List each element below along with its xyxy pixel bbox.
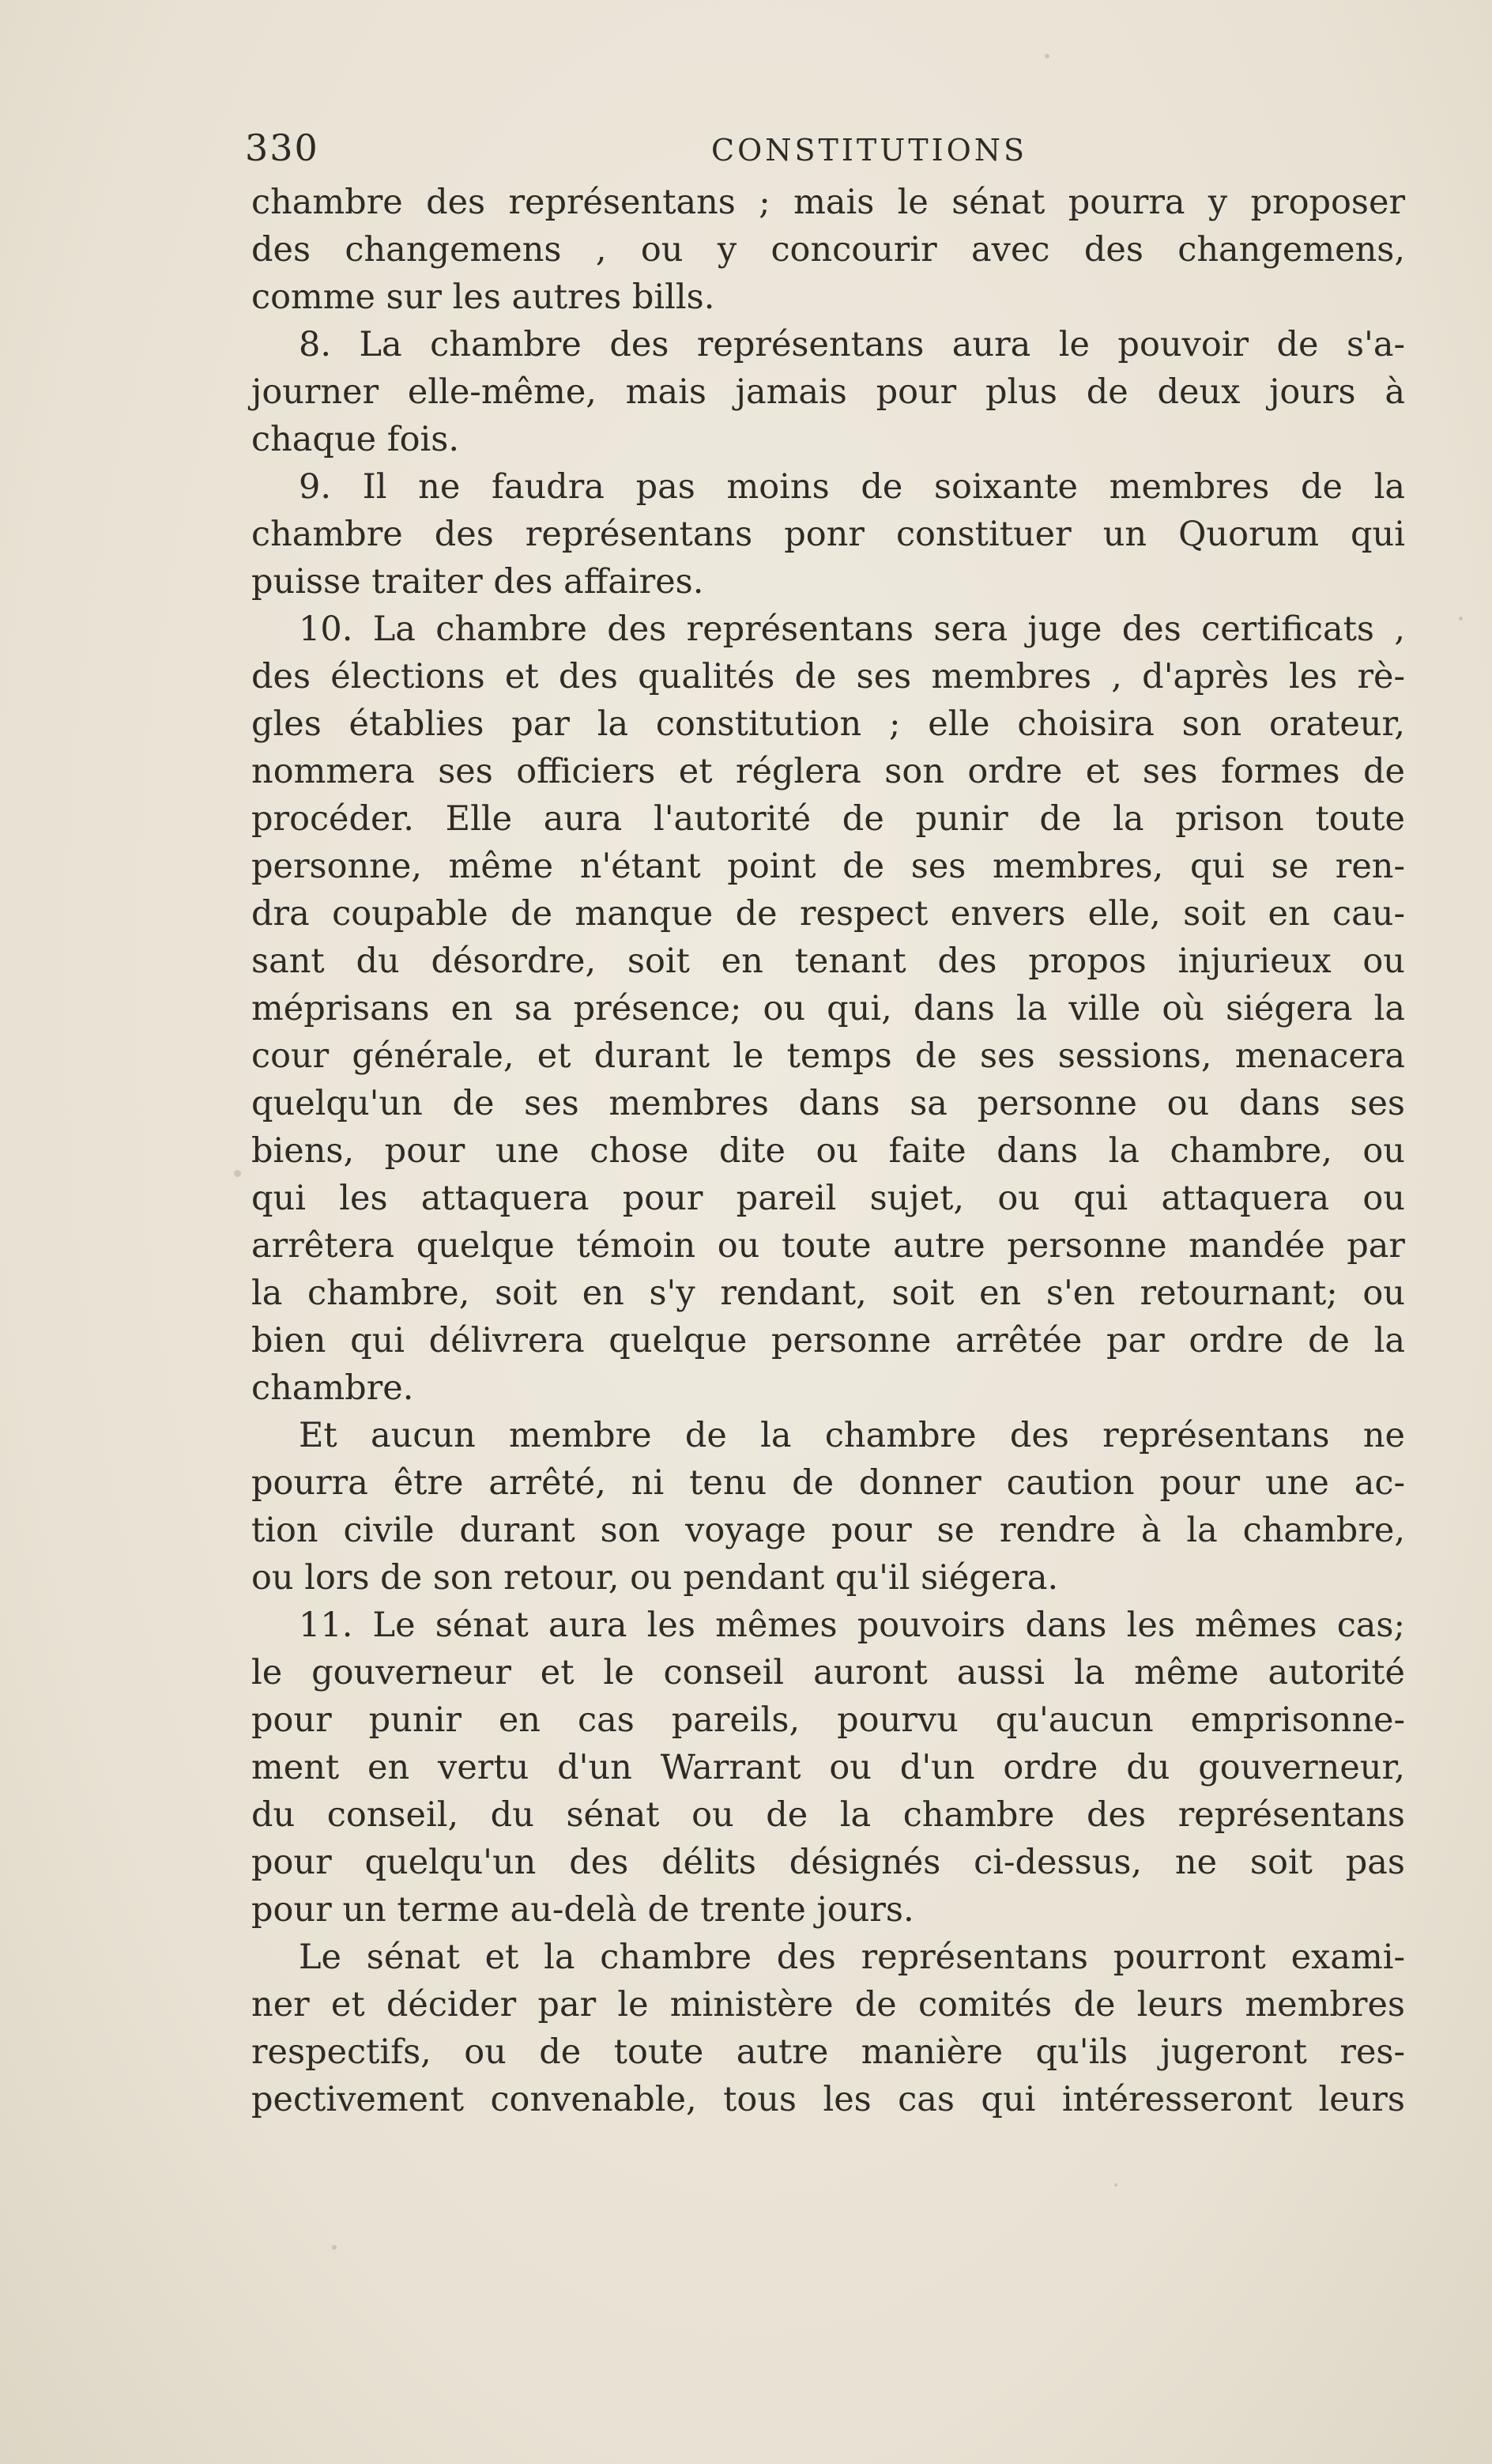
text-line: procéder. Elle aura l'autorité de punir de la prison toute	[251, 799, 1405, 839]
text-line: journer elle-même, mais jamais pour plus de deux jours à	[251, 372, 1405, 412]
text-line: gles établies par la constitution ; elle choisira son orateur,	[251, 704, 1405, 744]
text-line: pour un terme au-delà de trente jours.	[251, 1890, 914, 1930]
text-line: arrêtera quelque témoin ou toute autre personne mandée par	[251, 1226, 1405, 1266]
text-line: pour punir en cas pareils, pourvu qu'aucun emprisonne-	[251, 1700, 1405, 1740]
text-line: sant du désordre, soit en tenant des propos injurieux ou	[251, 941, 1405, 981]
page-header	[245, 119, 1415, 174]
text-line: chambre des représentans ; mais le sénat pourra y proposer	[251, 183, 1405, 222]
text-line: nommera ses officiers et réglera son ordre et ses formes de	[251, 752, 1405, 791]
ink-speck	[332, 2245, 337, 2250]
text-line: méprisans en sa présence; ou qui, dans la ville où siégera la	[251, 989, 1405, 1028]
text-line: du conseil, du sénat ou de la chambre des représentans	[251, 1795, 1405, 1835]
text-line: la chambre, soit en s'y rendant, soit en s'en retournant; ou	[251, 1274, 1405, 1313]
article-11-line: 11. Le sénat aura les mêmes pouvoirs dans les mêmes cas;	[299, 1606, 1405, 1645]
article-10-line: 10. La chambre des représentans sera juge des certificats ,	[299, 609, 1405, 649]
article-8-line: 8. La chambre des représentans aura le pouvoir de s'a-	[299, 325, 1405, 364]
text-line: ner et décider par le ministère de comités de leurs membres	[251, 1985, 1405, 2024]
text-line: qui les attaquera pour pareil sujet, ou qui attaquera ou	[251, 1179, 1405, 1218]
ink-speck	[1114, 2183, 1117, 2187]
text-line: personne, même n'étant point de ses membres, qui se ren-	[251, 847, 1405, 886]
text-line: bien qui délivrera quelque personne arrêtée par ordre de la	[251, 1321, 1405, 1360]
text-line: des élections et des qualités de ses membres , d'après les rè-	[251, 657, 1405, 696]
text-line: ou lors de son retour, ou pendant qu'il siégera.	[251, 1558, 1059, 1598]
text-line: pectivement convenable, tous les cas qui intéresseront leurs	[251, 2080, 1405, 2119]
ink-speck	[1045, 54, 1049, 58]
text-line: tion civile durant son voyage pour se rendre à la chambre,	[251, 1511, 1405, 1550]
text-line: chambre.	[251, 1368, 414, 1408]
text-line: biens, pour une chose dite ou faite dans la chambre, ou	[251, 1131, 1405, 1171]
text-line: pour quelqu'un des délits désignés ci-dessus, ne soit pas	[251, 1843, 1405, 1882]
text-line: respectifs, ou de toute autre manière qu'ils jugeront res-	[251, 2032, 1405, 2072]
text-line: chaque fois.	[251, 420, 460, 459]
paragraph-start-line: Et aucun membre de la chambre des représentans ne	[299, 1416, 1405, 1455]
text-line: ment en vertu d'un Warrant ou d'un ordre du gouverneur,	[251, 1748, 1405, 1787]
paragraph-start-line: Le sénat et la chambre des représentans pourront exami-	[299, 1938, 1405, 1977]
page-number: 330	[245, 126, 319, 169]
body-text	[251, 179, 1405, 2123]
text-line: le gouverneur et le conseil auront aussi la même autorité	[251, 1653, 1405, 1692]
text-line: pourra être arrêté, ni tenu de donner caution pour une ac-	[251, 1463, 1405, 1503]
running-title: CONSTITUTIONS	[711, 133, 1028, 168]
text-line: puisse traiter des affaires.	[251, 562, 704, 602]
ink-speck	[1459, 617, 1463, 621]
text-line: comme sur les autres bills.	[251, 277, 715, 317]
text-line: chambre des représentans ponr constituer un Quorum qui	[251, 515, 1405, 554]
text-line: quelqu'un de ses membres dans sa personne ou dans ses	[251, 1084, 1405, 1123]
article-9-line: 9. Il ne faudra pas moins de soixante membres de la	[299, 467, 1405, 507]
text-line: dra coupable de manque de respect envers elle, soit en cau-	[251, 894, 1405, 934]
ink-speck	[234, 1170, 241, 1177]
text-line: cour générale, et durant le temps de ses sessions, menacera	[251, 1036, 1405, 1076]
text-line: des changemens , ou y concourir avec des changemens,	[251, 230, 1405, 270]
